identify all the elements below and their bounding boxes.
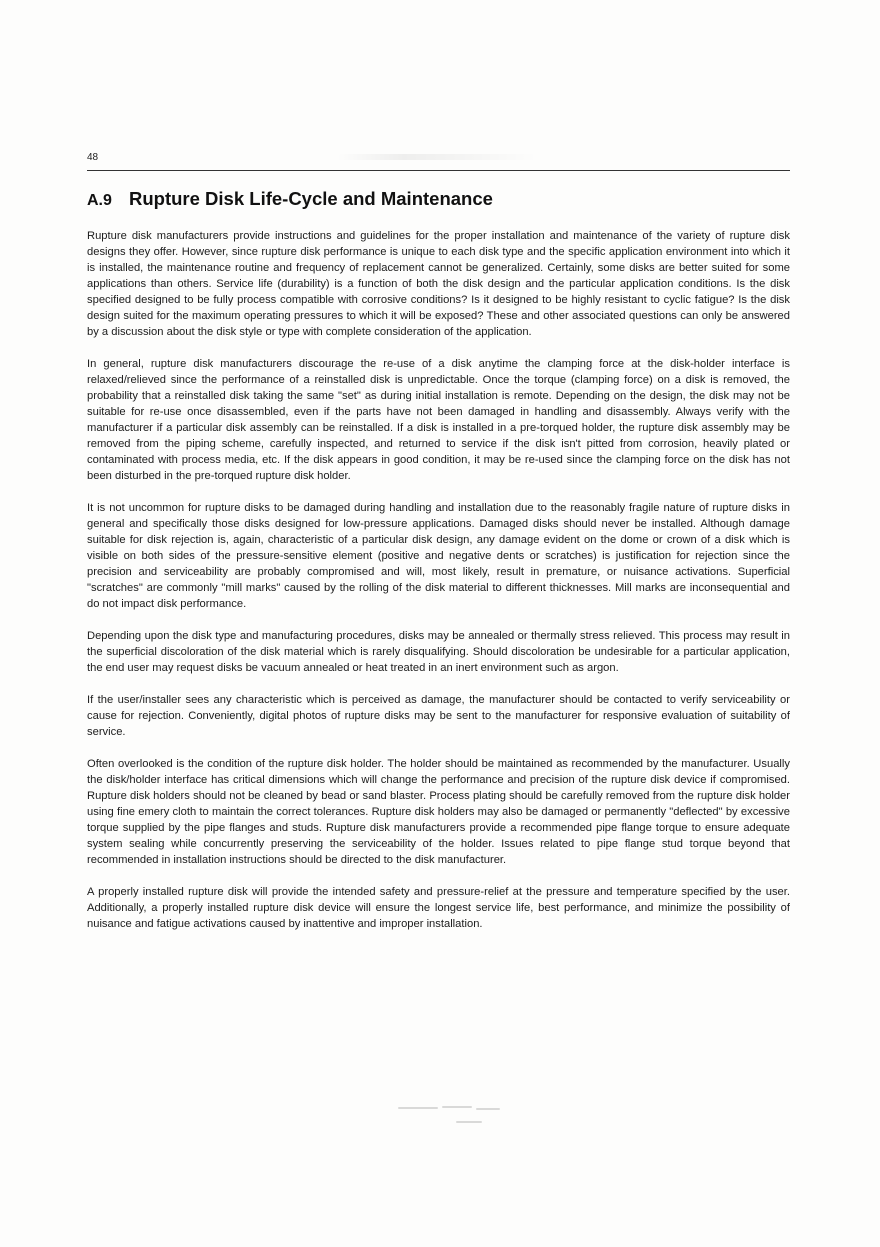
paragraph-contact-manufacturer: If the user/installer sees any characteristic which is perceived as damage, the manufacturer should be contacted to verify serviceability or cause for rejection. Conveniently, digital photos of rupture disks may be sent to the manufacturer for responsive evaluation of suitability of service.	[87, 694, 790, 738]
footer-bleed-through	[398, 1105, 508, 1127]
paragraph-proper-installation: A properly installed rupture disk will provide the intended safety and pressure-relief at the pressure and temperature specified by the user. Additionally, a properly installed rupture disk device will ensure the longest service life, best performance, and minimize the possibility of nuisance and fatigue activations caused by inattentive and improper installation.	[87, 886, 790, 930]
paragraph-reuse: In general, rupture disk manufacturers discourage the re-use of a disk anytime the clamping force at the disk-holder interface is relaxed/relieved since the performance of a reinstalled disk is unpredictable. Once the torque (clamping force) on a disk is removed, the probability that a reinstalled disk taking the same "set" as during initial installation is remote. Depending on the design, the disk may not be suitable for re-use once disassembled, even if the parts have not been damaged in handling and disassembly. Always verify with the manufacturer if a particular disk assembly can be reinstalled. If a disk is installed in a pre-torqued holder, the rupture disk assembly may be removed from the piping scheme, carefully inspected, and returned to service if the disk isn't pitted from corrosion, heavily plated or contaminated with process media, etc. If the disk appears in good condition, it may be re-used since the clamping force on the disk has not been disturbed in the pre-torqued rupture disk holder.	[87, 358, 790, 482]
section-number: A.9	[87, 192, 112, 209]
paragraph-holder-condition: Often overlooked is the condition of the rupture disk holder. The holder should be maintained as recommended by the manufacturer. Usually the disk/holder interface has critical dimensions which will change the performance and precision of the rupture disk device if compromised. Rupture disk holders should not be cleaned by bead or sand blaster. Process plating should be carefully removed from the rupture disk holder using fine emery cloth to maintain the correct tolerances. Rupture disk holders may also be damaged or permanently "deflected" by excessive torque supplied by the pipe flanges and studs. Rupture disk manufacturers provide a recommended pipe flange torque to ensure adequate system sealing while concurrently preserving the serviceability of the holder. Issues related to pipe flange stud torque beyond that recommended in installation instructions should be directed to the disk manufacturer.	[87, 758, 790, 866]
paragraph-damage: It is not uncommon for rupture disks to be damaged during handling and installation due to the reasonably fragile nature of rupture disks in general and specifically those disks designed for low-pressure applications. Damaged disks should never be installed. Although damage suitable for disk rejection is, again, characteristic of a particular disk design, any damage evident on the dome or crown of a disk which is visible on both sides of the pressure-sensitive element (positive and negative dents or scratches) is justification for rejection since the precision and serviceability are probably compromised and will, most likely, result in premature, or nuisance activations. Superficial "scratches" are commonly "mill marks" caused by the rolling of the disk material to different thicknesses. Mill marks are inconsequential and do not impact disk performance.	[87, 502, 790, 610]
header-bleed-through	[337, 154, 537, 160]
paragraph-annealing: Depending upon the disk type and manufacturing procedures, disks may be annealed or thermally stress relieved. This process may result in the superficial discoloration of the disk material which is rarely disqualifying. Should discoloration be undesirable for a particular application, the end user may request disks be vacuum annealed or heat treated in an inert environment such as argon.	[87, 630, 790, 674]
page-header	[87, 150, 790, 171]
section-heading	[87, 188, 790, 210]
section-title: Rupture Disk Life-Cycle and Maintenance	[129, 188, 493, 209]
paragraph-overview: Rupture disk manufacturers provide instructions and guidelines for the proper installation and maintenance of the variety of rupture disk designs they offer. However, since rupture disk performance is unique to each disk type and the specific application environment into which it is installed, the maintenance routine and frequency of replacement cannot be generalized. Certainly, some disks are better suited for some applications than others. Service life (durability) is a function of both the disk design and the particular application conditions. Is the disk specified designed to be fully process compatible with corrosive conditions? Is it designed to be highly resistant to cyclic fatigue? Is the disk design suited for the maximum operating pressures to which it will be exposed? These and other associated questions can only be answered by a discussion about the disk style or type with complete consideration of the application.	[87, 230, 790, 338]
page-number: 48	[87, 152, 99, 163]
body-text	[87, 228, 790, 948]
